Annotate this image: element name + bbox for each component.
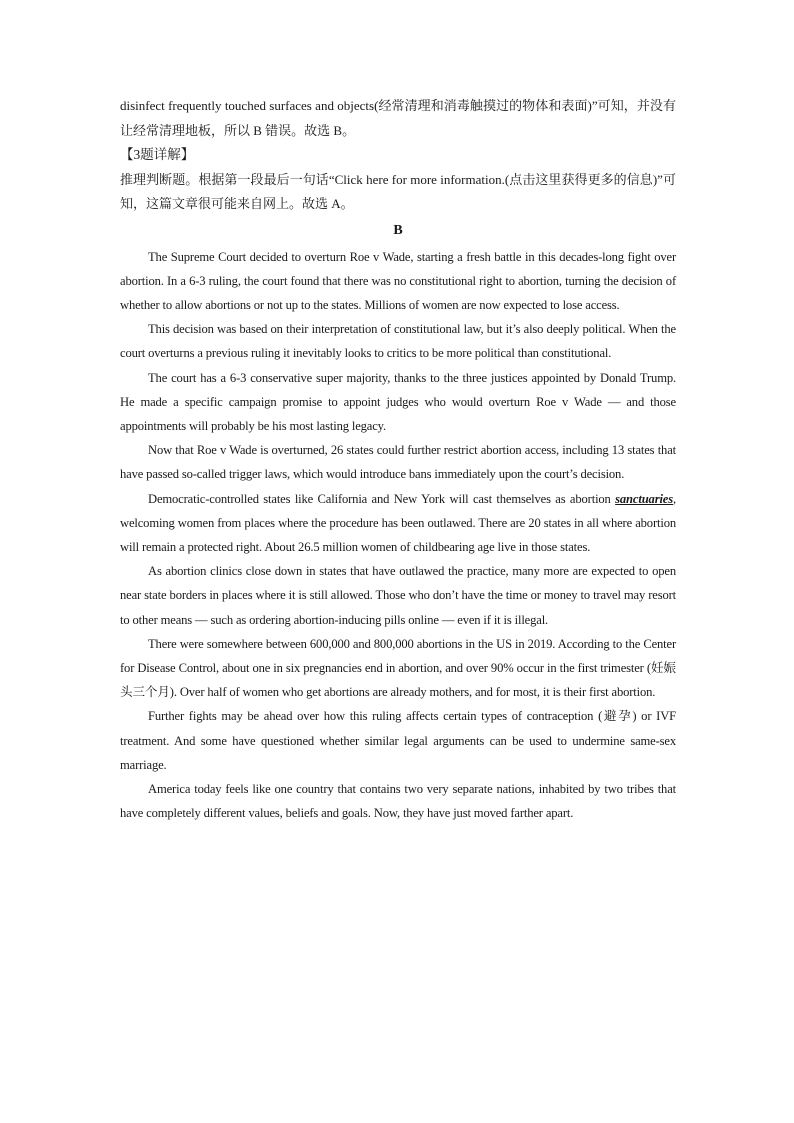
paragraph-5-end: , welcoming women from places where the procedure has been outlawed. There are 20 states in all where abortion will remain a protected right. About 26.5 million women of childbearing age live in those states. <box>120 491 676 554</box>
passage-paragraph-7: There were somewhere between 600,000 and 800,000 abortions in the US in 2019. According to the Center for Disease Control, about one in six pregnancies end in abortion, and over 90% occur in the first trimester (妊娠头三个月). Over half of women who get abortions are already mothers, and for most, it is their first abortion. <box>120 636 676 700</box>
question-3-explanation: 推理判断题。根据第一段最后一句话“Click here for more information.(点击这里获得更多的信息)”可知，这篇文章很可能来自网上。故选 A。 <box>120 171 676 211</box>
question-3-heading: 【3题详解】 <box>120 147 195 162</box>
paragraph-5-start: Democratic-controlled states like California and New York will cast themselves as abortion <box>148 491 616 506</box>
passage-paragraph-4: Now that Roe v Wade is overturned, 26 states could further restrict abortion access, including 13 states that have passed so-called trigger laws, which would introduce bans immediately upon the court’s decision. <box>120 443 676 482</box>
document-page <box>120 94 676 825</box>
previous-answer-explanation: disinfect frequently touched surfaces and objects(经常清理和消毒触摸过的物体和表面)”可知，并没有让经常清理地板，所以 B 错误。故选 B。 <box>120 98 676 138</box>
passage-paragraph-5 <box>120 487 676 560</box>
passage-paragraph-2: This decision was based on their interpretation of constitutional law, but it’s also deeply political. When the court overturns a previous ruling it inevitably looks to critics to be more political than constitutional. <box>120 322 676 361</box>
keyword-sanctuaries: sanctuaries <box>615 491 673 506</box>
passage-paragraph-8: Further fights may be ahead over how this ruling affects certain types of contraception (避孕) or IVF treatment. And some have questioned whether similar legal arguments can be used to undermine same-sex marriage. <box>120 709 676 772</box>
passage-paragraph-6: As abortion clinics close down in states that have outlawed the practice, many more are expected to open near state borders in places where it is still allowed. Those who don’t have the time or money to travel may resort to other means — such as ordering abortion-inducing pills online — even if it is illegal. <box>120 564 676 627</box>
passage-paragraph-9: America today feels like one country that contains two very separate nations, inhabited by two tribes that have completely different values, beliefs and goals. Now, they have just moved farther apart. <box>120 781 676 821</box>
passage-paragraph-3: The court has a 6-3 conservative super majority, thanks to the three justices appointed by Donald Trump. He made a specific campaign promise to appoint judges who would overturn Roe v Wade — and those appointments will probably be his most lasting legacy. <box>120 370 676 433</box>
passage-letter: B <box>393 222 403 238</box>
passage-paragraph-1: The Supreme Court decided to overturn Roe v Wade, starting a fresh battle in this decades-long fight over abortion. In a 6-3 ruling, the court found that there was no constitutional right to abortion, turning the decision of whether to allow abortions or not up to the states. Millions of women are now expected to lose access. <box>120 249 676 312</box>
